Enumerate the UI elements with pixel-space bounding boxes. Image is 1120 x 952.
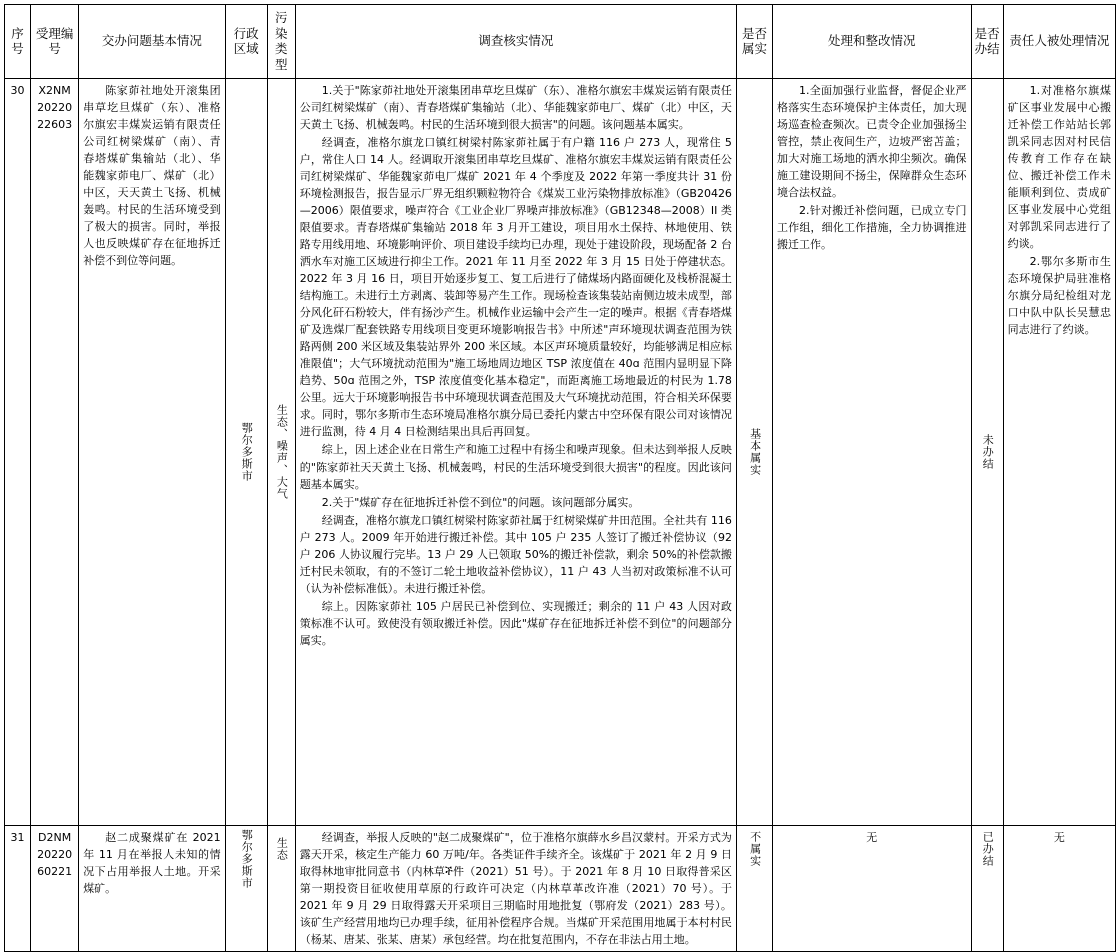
cell-basic xyxy=(79,78,225,825)
cell-code xyxy=(31,825,79,951)
verify-paragraph: 经调查，举报人反映的"赵二成聚煤矿"，位于准格尔旗薛水乡昌汉蒙村。开采方式为露天开采，核定生产能力 60 万吨/年。各类证件手续齐全。该煤矿于 2021 年 2 月 9 日取得林地审批同意书（内林草ች件（2021）51 号）。于 2021 年 8 月 10 日取得普采区第一期投资目征收使用草原的行政许可决定（内林草革改许准（2021）70 号）。于 2021 年 9 月 29 日取得露天开采项目三期临时用地批复（鄂府发（2021）283 号）。该矿生产经营用地均已办理手续，征用补偿程序合规。当煤矿开采范围用地属于本村村民（杨某、唐某、张某、唐某）承包经营。均在批复范围内，不存在非法占用土地。 xyxy=(299,830,732,946)
cell-closed-text: 已办结 xyxy=(981,830,995,867)
header-is-true: 是否属实 xyxy=(736,5,772,79)
cell-region xyxy=(225,825,267,951)
table-row xyxy=(5,825,1116,951)
header-closed: 是否办结 xyxy=(971,5,1003,79)
table-header-row xyxy=(5,5,1116,79)
cell-handle xyxy=(773,825,972,951)
table-row xyxy=(5,78,1116,825)
cell-basic-text: 赵二成聚煤矿在 2021 年 11 月在举报人未知的情况下占用举报人土地。开采煤矿。 xyxy=(83,830,221,895)
header-type: 污染类型 xyxy=(267,5,295,79)
responsible-paragraph: 2.鄂尔多斯市生态环境保护局驻准格尔旗分局纪检组对龙口中队中队长吴慧忠同志进行了约谈。 xyxy=(1007,254,1111,337)
cell-region-text: 鄂尔多斯市 xyxy=(240,828,254,889)
verify-paragraph: 1.关于"陈家茆社地处开滚集团串草圪旦煤矿（东）、准格尔旗宏丰煤炭运销有限责任公司红树梁煤矿（南）、青春塔煤矿集输站（北）、华能魏家茆电厂、煤矿（北）中区，天天黄土飞扬、机械轰鸣。村民的生活环境到很大损害"的问题。该问题基本属实。 xyxy=(299,83,732,131)
header-region: 行政区域 xyxy=(225,5,267,79)
handle-paragraph: 无 xyxy=(866,830,878,844)
cell-responsible xyxy=(1003,78,1115,825)
cell-code-text: D2NM2022060221 xyxy=(37,830,73,878)
cell-seq: 30 xyxy=(5,78,31,825)
header-handle: 处理和整改情况 xyxy=(773,5,972,79)
header-responsible: 责任人被处理情况 xyxy=(1003,5,1115,79)
cell-is-true-text: 基本属实 xyxy=(748,427,762,476)
cell-type xyxy=(267,78,295,825)
cell-is-true-text: 不属实 xyxy=(748,830,762,867)
cell-region xyxy=(225,78,267,825)
cell-is-true xyxy=(736,78,772,825)
report-page xyxy=(0,4,1120,946)
handle-paragraph: 2.针对搬迁补偿问题，已成立专门工作组，细化工作措施，全力协调推进搬迁工作。 xyxy=(777,203,967,251)
cell-responsible xyxy=(1003,825,1115,951)
header-code: 受理编号 xyxy=(31,5,79,79)
cell-type xyxy=(267,825,295,951)
verify-paragraph: 综上。因陈家茆社 105 户居民已补偿到位、实现搬迁；剩余的 11 户 43 人因对政策标准不认可。致使没有领取搬迁补偿。因此"煤矿存在征地拆迁补偿不到位"的问题部分属实。 xyxy=(299,599,732,647)
cell-type-text: 生态 xyxy=(275,836,289,861)
cell-code-text: X2NM2022022603 xyxy=(37,83,73,131)
verify-paragraph: 综上，因上述企业在日常生产和施工过程中有扬尘和噪声现象。但未达到举报人反映的"陈家茆社天天黄土飞扬、机械轰鸣，村民的生活环境受到很大损害"的程度。因此该问题基本属实。 xyxy=(299,443,732,491)
header-basic: 交办问题基本情况 xyxy=(79,5,225,79)
cell-verify xyxy=(295,78,736,825)
verify-paragraph: 经调查，准格尔旗龙口镇红树梁村陈家茆社属于有户籍 116 户 273 人，现常住 5 户，常住人口 14 人。经调取开滚集团串草圪旦煤矿、准格尔旗宏丰煤炭运销有限责任公司红树梁煤矿、华能魏家茆电厂煤矿 2021 年 4 个季度及 2022 年第一季度共计 31 份环境检测报告，报告显示厂界无组织颗粒物符合《煤炭工业污染物排放标准》（GB20426—2006）限值要求，噪声符合《工业企业厂界噪声排放标准》（GB12348—2008）II 类限值要求。青春塔煤矿集输站 2018 年 3 月开工建设，项目用水土保持、林地使用、铁路专用线用地、环境影响评价、项目建设手续均已办理，现处于建设阶段，现场配备 2 台洒水车对施工区域进行抑尘工作。2021 年 11 月至 2022 年 3 月 15 日处于停建状态。2022 年 3 月 16 日，项目开始逐步复工、复工后进行了储煤场内路面硬化及栈桥混凝土结构施工。未进行土方剥离、装卸等易产生工作。现场检查该集装站南侧边坡未成型，部分风化矸石粉较大，伴有扬沙产生。机械作业运输中会产生一定的噪声。根据《青春塔煤矿及选煤厂配套铁路专用线项目变更环境影响报告书》中所述"声环境现状调查范围为铁路两侧 200 米区域及集装站界外 200 米区域。本区声环境质量较好，均能够满足相应标准限值"；大气环境扰动范围为"施工场地周边地区 TSP 浓度值在 40ɑ 范围内显明显下降趋势、50ɑ 范围之外，TSP 浓度值变化基本稳定"，而距离施工场地最近的村民为 1.78 公里。远大于环境影响报告书中环境现状调查范围及大气环境扰动范围，符合相关环保要求。同时，鄂尔多斯市生态环境局准格尔旗分局已委托内蒙古中空环保有限公司对该情况进行监测，待 4 月 4 日检测结果出具后再回复。 xyxy=(299,135,732,439)
responsible-paragraph: 无 xyxy=(1053,830,1065,844)
handle-paragraph: 1.全面加强行业监督，督促企业严格落实生态环境保护主体责任，加大现场巡查检查频次。已责令企业加强扬尘管控，禁止夜间生产，边坡严密苫盖；加大对施工场地的洒水抑尘频次。确保施工建设期间不扬尘，保障群众生态环境合法权益。 xyxy=(777,83,967,199)
cell-region-text: 鄂尔多斯市 xyxy=(240,421,254,482)
cell-code xyxy=(31,78,79,825)
cell-verify xyxy=(295,825,736,951)
responsible-paragraph: 1.对准格尔旗煤矿区事业发展中心搬迁补偿工作站站长郭凯采同志因对村民信传教育工作存在缺位、搬迁补偿工作未能顺利到位、责成矿区事业发展中心党组对郭凯采同志进行了约谈。 xyxy=(1007,83,1111,250)
cell-handle xyxy=(773,78,972,825)
header-seq: 序号 xyxy=(5,5,31,79)
header-verify: 调查核实情况 xyxy=(295,5,736,79)
inspection-report-table xyxy=(4,4,1116,952)
cell-closed xyxy=(971,825,1003,951)
cell-closed-text: 未办结 xyxy=(981,433,995,470)
verify-paragraph: 经调查，准格尔旗龙口镇红树梁村陈家茆社属于红树梁煤矿井田范围。全社共有 116 户 273 人。2009 年开始进行搬迁补偿。其中 105 户 235 人签订了搬迁补偿协议（92 户 206 人协议履行完毕。13 户 29 人已领取 50%的搬迁补偿款，剩余 50%的补偿款搬迁村民未领取，有的不签订二轮土地收益补偿协议），11 户 43 人当初对政策标准不认可（认为补偿标准低）。未进行搬迁补偿。 xyxy=(299,513,732,595)
cell-seq: 31 xyxy=(5,825,31,951)
cell-closed xyxy=(971,78,1003,825)
cell-basic-text: 陈家茆社地处开滚集团串草圪旦煤矿（东）、准格尔旗宏丰煤炭运销有限责任公司红树梁煤矿（南）、青春塔煤矿集输站（北）、华能魏家茆电厂、煤矿（北）中区，天天黄土飞扬、机械轰鸣。村民的生活环境受到了极大的损害。同时，举报人也反映煤矿存在征地拆迁补偿不到位等问题。 xyxy=(83,83,221,267)
cell-type-text: 生态、噪声、大气 xyxy=(275,403,289,500)
verify-paragraph: 2.关于"煤矿存在征地拆迁补偿不到位"的问题。该问题部分属实。 xyxy=(321,495,640,509)
cell-basic xyxy=(79,825,225,951)
cell-is-true xyxy=(736,825,772,951)
